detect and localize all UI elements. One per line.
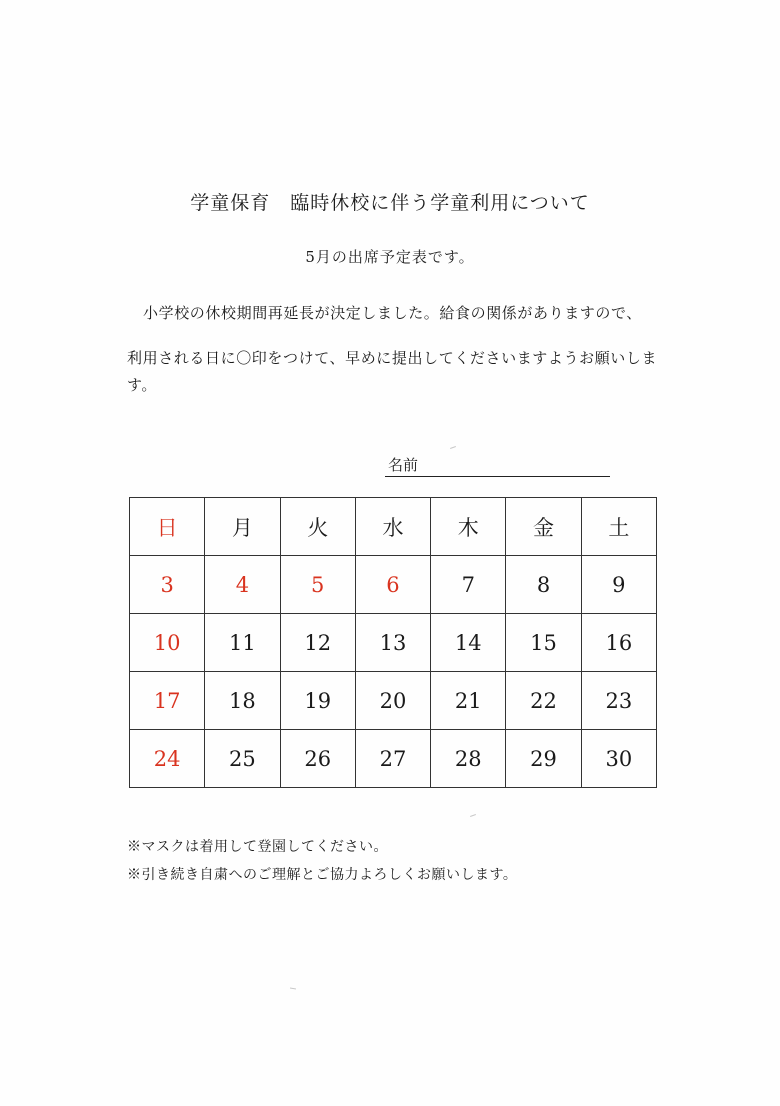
- calendar-day-cell[interactable]: 4: [205, 556, 280, 614]
- calendar-day-cell[interactable]: 12: [280, 614, 355, 672]
- calendar-day-cell[interactable]: 22: [506, 672, 581, 730]
- calendar-day-cell[interactable]: 28: [431, 730, 506, 788]
- calendar-day-cell[interactable]: 14: [431, 614, 506, 672]
- calendar-week-row: [130, 614, 657, 672]
- attendance-calendar: [129, 497, 657, 788]
- calendar-day-cell[interactable]: 27: [355, 730, 430, 788]
- scan-speck: [450, 446, 456, 449]
- document-subtitle: 5月の出席予定表です。: [305, 248, 475, 266]
- body-paragraph-line-1: 小学校の休校期間再延長が決定しました。給食の関係がありますので、: [143, 304, 642, 322]
- weekday-wednesday: 水: [355, 498, 430, 556]
- calendar-week-row: [130, 672, 657, 730]
- calendar-day-cell[interactable]: 11: [205, 614, 280, 672]
- calendar-week-row: [130, 556, 657, 614]
- calendar-week-row: [130, 730, 657, 788]
- calendar-day-cell[interactable]: 5: [280, 556, 355, 614]
- calendar-day-cell[interactable]: 16: [581, 614, 656, 672]
- scan-speck: [470, 814, 476, 817]
- weekday-monday: 月: [205, 498, 280, 556]
- calendar-day-cell[interactable]: 29: [506, 730, 581, 788]
- calendar-day-cell[interactable]: 17: [130, 672, 205, 730]
- scan-speck: [290, 987, 296, 989]
- calendar-day-cell[interactable]: 19: [280, 672, 355, 730]
- weekday-thursday: 木: [431, 498, 506, 556]
- calendar-day-cell[interactable]: 7: [431, 556, 506, 614]
- calendar-day-cell[interactable]: 21: [431, 672, 506, 730]
- calendar-day-cell[interactable]: 20: [355, 672, 430, 730]
- weekday-sunday: 日: [130, 498, 205, 556]
- calendar-day-cell[interactable]: 15: [506, 614, 581, 672]
- weekday-friday: 金: [506, 498, 581, 556]
- note-cooperation: ※引き続き自粛へのご理解とご協力よろしくお願いします。: [127, 867, 518, 883]
- calendar-day-cell[interactable]: 3: [130, 556, 205, 614]
- calendar-weekday-header: [130, 498, 657, 556]
- calendar-day-cell[interactable]: 9: [581, 556, 656, 614]
- weekday-tuesday: 火: [280, 498, 355, 556]
- calendar-day-cell[interactable]: 25: [205, 730, 280, 788]
- weekday-saturday: 土: [581, 498, 656, 556]
- calendar-day-cell[interactable]: 18: [205, 672, 280, 730]
- calendar-day-cell[interactable]: 13: [355, 614, 430, 672]
- calendar-day-cell[interactable]: 10: [130, 614, 205, 672]
- document-title: 学童保育 臨時休校に伴う学童利用について: [190, 192, 590, 214]
- calendar-day-cell[interactable]: 30: [581, 730, 656, 788]
- calendar-day-cell[interactable]: 8: [506, 556, 581, 614]
- body-paragraph-line-2: 利用される日に〇印をつけて、早めに提出してくださいますようお願いします。: [127, 349, 658, 394]
- note-mask: ※マスクは着用して登園してください。: [127, 839, 388, 855]
- calendar-day-cell[interactable]: 6: [355, 556, 430, 614]
- name-field[interactable]: [385, 454, 610, 477]
- name-label: 名前: [388, 456, 419, 474]
- calendar-day-cell[interactable]: 23: [581, 672, 656, 730]
- calendar-day-cell[interactable]: 26: [280, 730, 355, 788]
- calendar-day-cell[interactable]: 24: [130, 730, 205, 788]
